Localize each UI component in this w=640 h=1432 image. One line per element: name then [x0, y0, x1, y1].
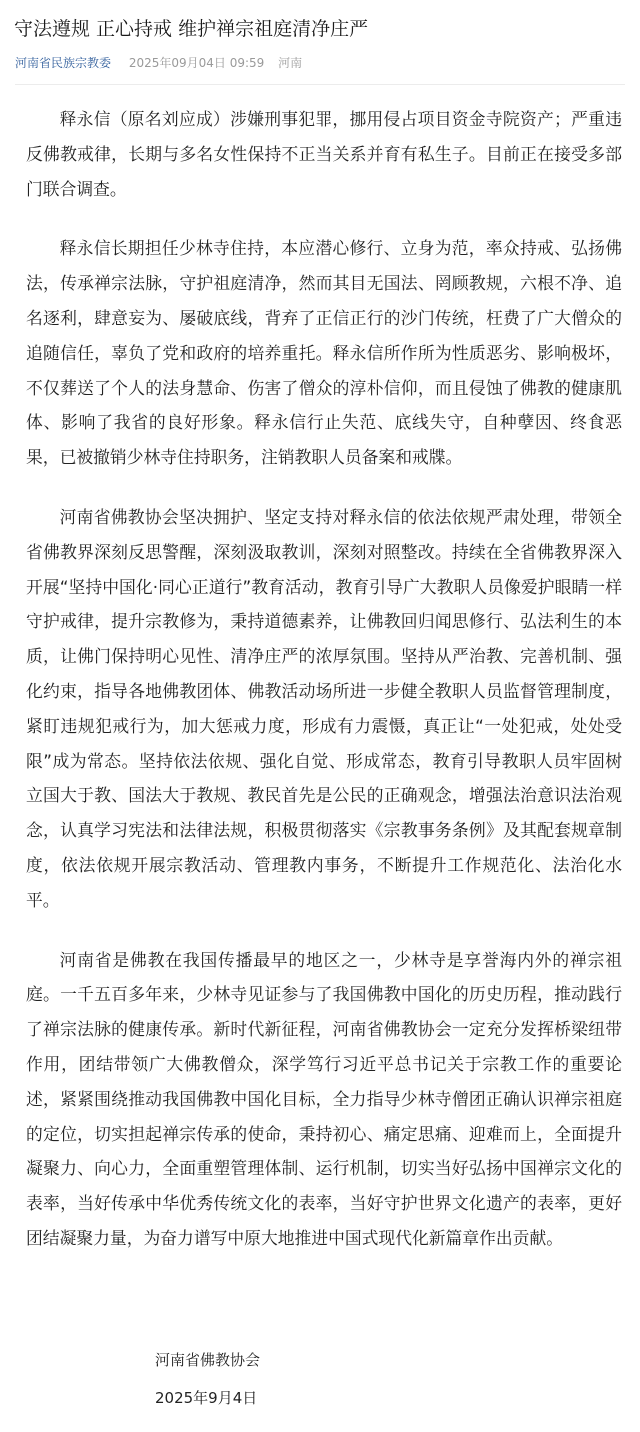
publish-datetime: 2025年09月04日 09:59 [128, 56, 265, 70]
paragraph-1: 释永信（原名刘应成）涉嫌刑事犯罪，挪用侵占项目资金寺院资产；严重违反佛教戒律，长期与多名女性保持不正当关系并育有私生子。目前正在接受多部门联合调查。 [26, 109, 622, 199]
paragraph-4: 河南省是佛教在我国传播最早的地区之一，少林寺是享誉海内外的禅宗祖庭。一千五百多年来，少林寺见证参与了我国佛教中国化的历史历程，推动践行了禅宗法脉的健康传承。新时代新征程，河南省佛教协会一定充分发挥桥梁纽带作用，团结带领广大佛教僧众，深学笃行习近平总书记关于宗教工作的重要论述，紧紧围绕推动我国佛教中国化目标，全力指导少林寺僧团正确认识禅宗祖庭的定位，切实担起禅宗传承的使命，秉持初心、痛定思痛、迎难而上，全面提升凝聚力、向心力，全面重塑管理体制、运行机制，切实当好弘扬中国禅宗文化的表率，当好传承中华优秀传统文化的表率，当好守护世界文化遗产的表率，更好团结凝聚力量，为奋力谱写中原大地推进中国式现代化新篇章作出贡献。 [26, 949, 622, 1248]
signature-org: 河南省佛教协会 [155, 1351, 261, 1369]
signature-date: 2025年9月4日 [155, 1389, 258, 1407]
article-body [26, 102, 622, 1281]
source-link[interactable]: 河南省民族宗教委 [15, 56, 112, 70]
header-divider [15, 84, 625, 85]
article-title: 守法遵规 正心持戒 维护禅宗祖庭清净庄严 [14, 18, 369, 40]
paragraph-2: 释永信长期担任少林寺住持，本应潜心修行、立身为范，率众持戒、弘扬佛法，传承禅宗法脉，守护祖庭清净，然而其目无国法、罔顾教规，六根不净、追名逐利，肆意妄为、屡破底线，背弃了正信正行的沙门传统，枉费了广大僧众的追随信任，辜负了党和政府的培养重托。释永信所作所为性质恶劣、影响极坏，不仅葬送了个人的法身慧命、伤害了僧众的淳朴信仰，而且侵蚀了佛教的健康肌体、影响了我省的良好形象。释永信行止失范、底线失守，自种孽因、终食恶果，已被撤销少林寺住持职务，注销教职人员备案和戒牒。 [26, 238, 622, 468]
signature-block [155, 1348, 355, 1424]
paragraph-3: 河南省佛教协会坚决拥护、坚定支持对释永信的依法依规严肃处理，带领全省佛教界深刻反思警醒，深刻汲取教训，深刻对照整改。持续在全省佛教界深入开展“坚持中国化·同心正道行”教育活动，教育引导广大教职人员像爱护眼睛一样守护戒律，提升宗教修为，秉持道德素养，让佛教回归闻思修行、弘法利生的本质，让佛门保持明心见性、清净庄严的浓厚氛围。坚持从严治教、完善机制、强化约束，指导各地佛教团体、佛教活动场所进一步健全教职人员监督管理制度，紧盯违规犯戒行为，加大惩戒力度，形成有力震慑，真正让“一处犯戒，处处受限”成为常态。坚持依法依规、强化自觉、形成常态，教育引导教职人员牢固树立国大于教、国法大于教规、教民首先是公民的正确观念，增强法治意识法治观念，认真学习宪法和法律法规，积极贯彻落实《宗教事务条例》及其配套规章制度，依法依规开展宗教活动、管理教内事务，不断提升工作规范化、法治化水平。 [26, 506, 622, 910]
publish-location: 河南 [278, 56, 303, 70]
article-meta [15, 54, 302, 72]
